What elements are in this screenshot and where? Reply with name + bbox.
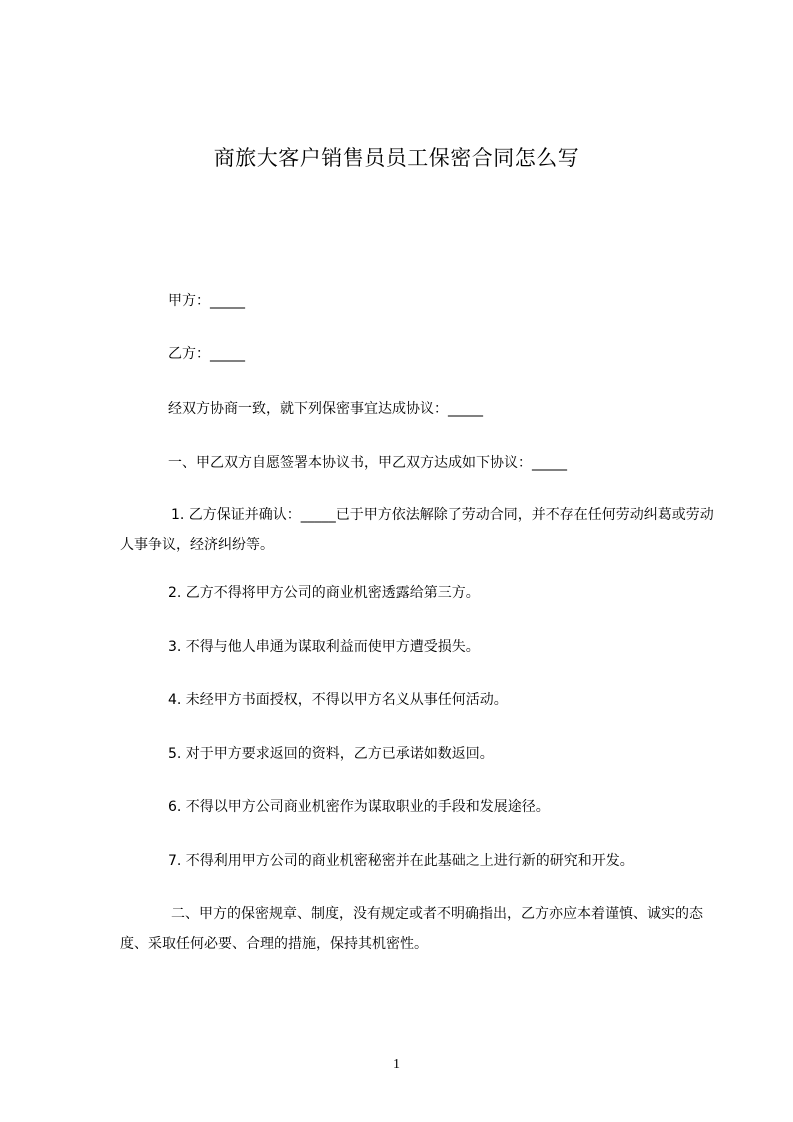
item-6: 6. 不得以甲方公司商业机密作为谋取职业的手段和发展途径。 <box>168 799 550 815</box>
item-7: 7. 不得利用甲方公司的商业机密秘密并在此基础之上进行新的研究和开发。 <box>168 853 634 869</box>
item-4: 4. 未经甲方书面授权，不得以甲方名义从事任何活动。 <box>168 692 508 708</box>
party-b-line: 乙方：_____ <box>168 346 245 362</box>
party-a-line: 甲方：_____ <box>168 293 245 309</box>
section-1-heading: 一、甲乙双方自愿签署本协议书，甲乙双方达成如下协议：_____ <box>168 455 567 471</box>
item-3: 3. 不得与他人串通为谋取利益而使甲方遭受损失。 <box>168 639 480 655</box>
intro-paragraph: 经双方协商一致，就下列保密事宜达成协议：_____ <box>168 401 483 417</box>
item-1: 1. 乙方保证并确认：_____已于甲方依法解除了劳动合同，并不存在任何劳动纠葛或劳动人事争议，经济纠纷等。 <box>120 507 714 553</box>
page-number: 1 <box>393 1057 400 1072</box>
item-5: 5. 对于甲方要求返回的资料，乙方已承诺如数返回。 <box>168 746 494 762</box>
document-title: 商旅大客户销售员员工保密合同怎么写 <box>213 146 580 170</box>
section-2-paragraph: 二、甲方的保密规章、制度，没有规定或者不明确指出，乙方亦应本着谨慎、诚实的态度、采取任何必要、合理的措施，保持其机密性。 <box>120 906 703 952</box>
item-2: 2. 乙方不得将甲方公司的商业机密透露给第三方。 <box>168 585 480 601</box>
